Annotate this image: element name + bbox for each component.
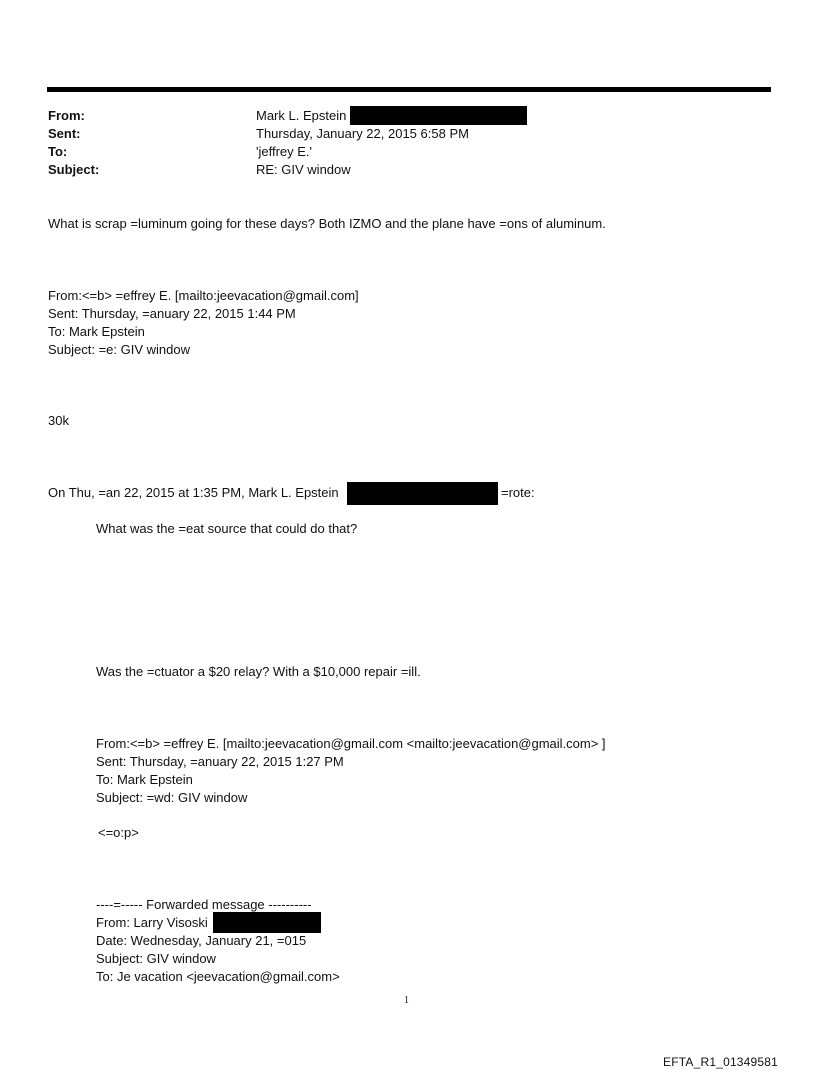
on-thu-suffix: =rote:	[501, 485, 535, 500]
quoted-line: What was the =eat source that could do that?	[96, 521, 358, 536]
subject-value: RE: GIV window	[256, 162, 351, 177]
forwarded-to: To: Je vacation <jeevacation@gmail.com>	[96, 969, 340, 984]
redaction-block	[347, 482, 498, 505]
body-paragraph: What is scrap =luminum going for these days? Both IZMO and the plane have =ons of aluminum.	[48, 216, 606, 231]
quoted-sent: Sent: Thursday, =anuary 22, 2015 1:44 PM	[48, 306, 296, 321]
quoted-subject: Subject: =e: GIV window	[48, 342, 190, 357]
redaction-block	[213, 912, 321, 933]
sent-value: Thursday, January 22, 2015 6:58 PM	[256, 126, 469, 141]
sent-label: Sent:	[48, 126, 81, 141]
on-thu-prefix: On Thu, =an 22, 2015 at 1:35 PM, Mark L. Epstein	[48, 485, 339, 500]
forwarded-header: ----=----- Forwarded message ----------	[96, 897, 312, 912]
from-value: Mark L. Epstein	[256, 108, 347, 123]
reply-text: 30k	[48, 413, 69, 428]
to-label: To:	[48, 144, 68, 159]
forwarded-date: Date: Wednesday, January 21, =015	[96, 933, 307, 948]
quoted-sent: Sent: Thursday, =anuary 22, 2015 1:27 PM	[96, 754, 344, 769]
forwarded-subject: Subject: GIV window	[96, 951, 216, 966]
quoted-line: Was the =ctuator a $20 relay? With a $10,000 repair =ill.	[96, 664, 421, 679]
redaction-block	[350, 106, 527, 125]
markup-tag: <=o:p>	[98, 825, 139, 840]
quoted-from: From:<=b> =effrey E. [mailto:jeevacation@gmail.com <mailto:jeevacation@gmail.com> ]	[96, 736, 606, 751]
header-rule	[47, 87, 771, 92]
quoted-from: From:<=b> =effrey E. [mailto:jeevacation@gmail.com]	[48, 288, 359, 303]
to-value: 'jeffrey E.'	[256, 144, 313, 159]
quoted-to: To: Mark Epstein	[48, 324, 145, 339]
quoted-subject: Subject: =wd: GIV window	[96, 790, 248, 805]
from-label: From:	[48, 108, 85, 123]
bates-number: EFTA_R1_01349581	[663, 1055, 779, 1069]
page-number: 1	[404, 995, 409, 1006]
subject-label: Subject:	[48, 162, 100, 177]
quoted-to: To: Mark Epstein	[96, 772, 193, 787]
forwarded-from: From: Larry Visoski	[96, 915, 208, 930]
